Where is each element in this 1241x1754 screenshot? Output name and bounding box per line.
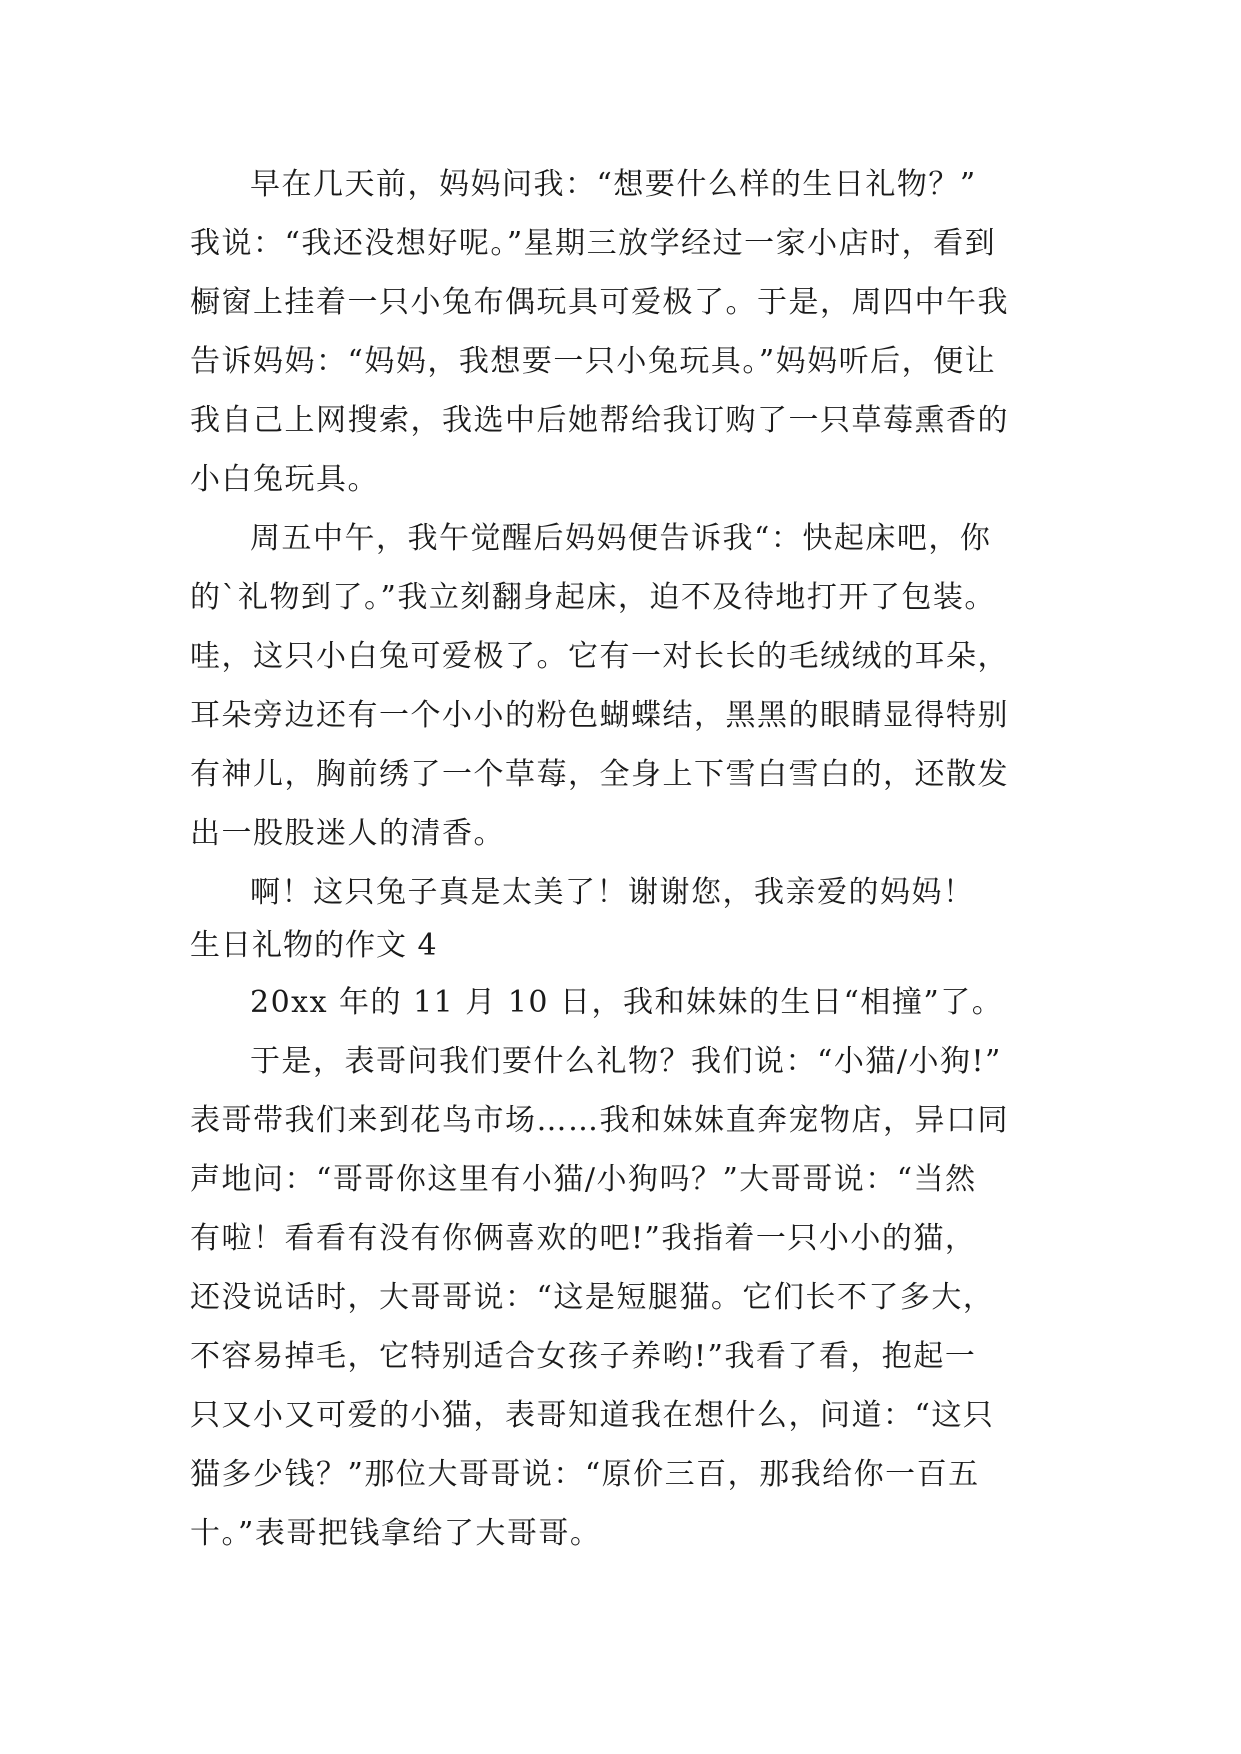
paragraph-line: 于是，表哥问我们要什么礼物？我们说：“小猫/小狗!” xyxy=(250,1044,1002,1079)
paragraph-line: 不容易掉毛，它特别适合女孩子养哟!”我看了看，抱起一 xyxy=(190,1339,977,1374)
paragraph-line: 声地问：“哥哥你这里有小猫/小狗吗？”大哥哥说：“当然 xyxy=(190,1162,977,1197)
paragraph-line: 猫多少钱？”那位大哥哥说：“原价三百，那我给你一百五 xyxy=(190,1457,980,1492)
paragraph-line: 的`礼物到了。”我立刻翻身起床，迫不及待地打开了包装。 xyxy=(190,580,996,615)
paragraph-line: 还没说话时，大哥哥说：“这是短腿猫。它们长不了多大， xyxy=(190,1280,995,1315)
paragraph-line: 有啦！看看有没有你俩喜欢的吧!”我指着一只小小的猫， xyxy=(190,1221,977,1256)
paragraph-line: 出一股股迷人的清香。 xyxy=(190,816,505,851)
paragraph-line: 周五中午，我午觉醒后妈妈便告诉我“：快起床吧，你 xyxy=(250,521,992,556)
paragraph-line: 耳朵旁边还有一个小小的粉色蝴蝶结，黑黑的眼睛显得特别 xyxy=(190,698,1009,733)
paragraph-line: 我自己上网搜索，我选中后她帮给我订购了一只草莓熏香的 xyxy=(190,403,1009,438)
paragraph-line: 只又小又可爱的小猫，表哥知道我在想什么，问道：“这只 xyxy=(190,1398,995,1433)
paragraph-line: 有神儿，胸前绣了一个草莓，全身上下雪白雪白的，还散发 xyxy=(190,757,1009,792)
paragraph-line: 我说：“我还没想好呢。”星期三放学经过一家小店时，看到 xyxy=(190,226,997,261)
paragraph-line: 早在几天前，妈妈问我：“想要什么样的生日礼物？” xyxy=(250,167,977,202)
paragraph-line: 哇，这只小白兔可爱极了。它有一对长长的毛绒绒的耳朵， xyxy=(190,639,1009,674)
paragraph-line: 小白兔玩具。 xyxy=(190,462,379,497)
paragraph-line: 告诉妈妈：“妈妈，我想要一只小兔玩具。”妈妈听后，便让 xyxy=(190,344,997,379)
paragraph-line: 十。”表哥把钱拿给了大哥哥。 xyxy=(190,1516,602,1551)
paragraph-line: 20xx 年的 11 月 10 日，我和妹妹的生日“相撞”了。 xyxy=(250,985,1004,1020)
paragraph-line: 表哥带我们来到花鸟市场……我和妹妹直奔宠物店，异口同 xyxy=(190,1103,1009,1138)
paragraph-line: 橱窗上挂着一只小兔布偶玩具可爱极了。于是，周四中午我 xyxy=(190,285,1009,320)
paragraph-line: 啊！这只兔子真是太美了！谢谢您，我亲爱的妈妈！ xyxy=(250,875,975,910)
section-title: 生日礼物的作文 4 xyxy=(190,928,438,963)
